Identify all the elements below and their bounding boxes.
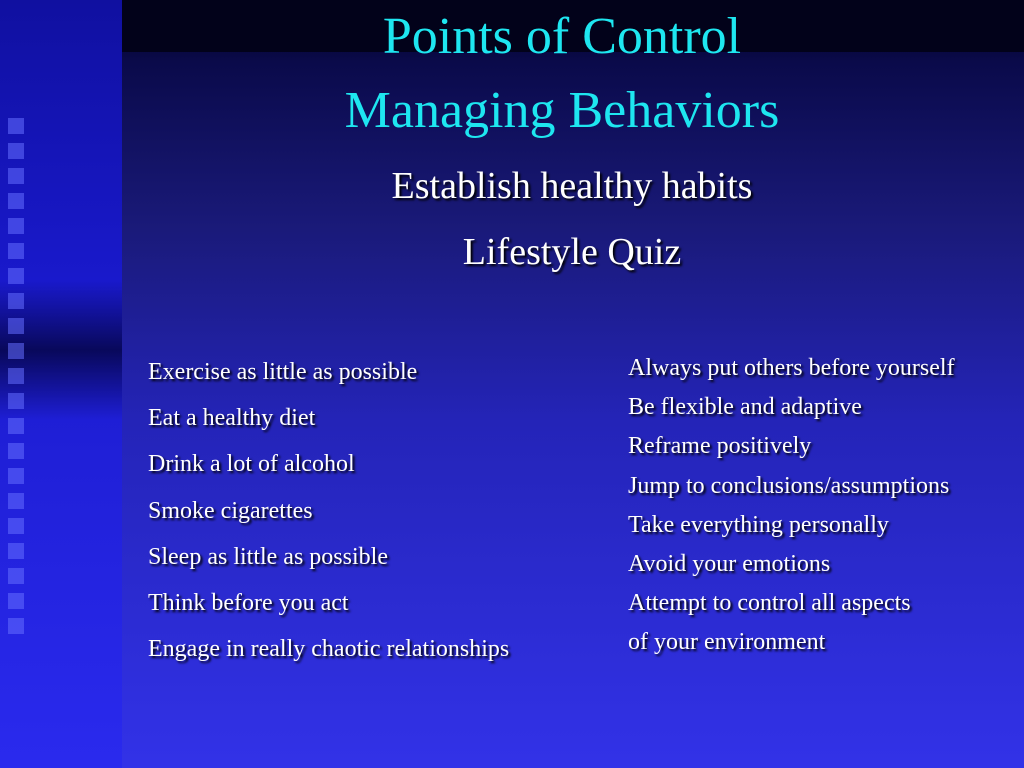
list-item: of your environment bbox=[628, 629, 826, 656]
subtitle-quiz: Lifestyle Quiz bbox=[462, 231, 682, 273]
decorative-square bbox=[8, 393, 24, 409]
decorative-square bbox=[8, 443, 24, 459]
decorative-square bbox=[8, 168, 24, 184]
decorative-square bbox=[8, 118, 24, 134]
list-item: Engage in really chaotic relationships bbox=[148, 636, 510, 663]
list-item: Be flexible and adaptive bbox=[628, 394, 862, 421]
list-item: Think before you act bbox=[148, 589, 349, 616]
title-line-1: Points of Control bbox=[382, 8, 742, 65]
decorative-square bbox=[8, 143, 24, 159]
decorative-square bbox=[8, 543, 24, 559]
decorative-square bbox=[8, 318, 24, 334]
title-line-2: Managing Behaviors bbox=[344, 82, 780, 139]
decorative-square bbox=[8, 418, 24, 434]
list-item: Drink a lot of alcohol bbox=[148, 451, 355, 478]
decorative-square bbox=[8, 193, 24, 209]
list-item: Attempt to control all aspects bbox=[628, 590, 911, 617]
decorative-square bbox=[8, 293, 24, 309]
decorative-square bbox=[8, 268, 24, 284]
list-item: Take everything personally bbox=[628, 511, 889, 538]
decorative-square bbox=[8, 218, 24, 234]
decorative-square bbox=[8, 243, 24, 259]
decorative-square bbox=[8, 618, 24, 634]
subtitle-habits: Establish healthy habits bbox=[391, 165, 753, 207]
decorative-square bbox=[8, 493, 24, 509]
decorative-square bbox=[8, 468, 24, 484]
list-item: Eat a healthy diet bbox=[148, 405, 316, 432]
decorative-square bbox=[8, 368, 24, 384]
decorative-square bbox=[8, 593, 24, 609]
list-item: Avoid your emotions bbox=[628, 550, 831, 577]
decorative-square bbox=[8, 568, 24, 584]
decorative-squares bbox=[8, 118, 28, 643]
list-item: Smoke cigarettes bbox=[148, 497, 313, 524]
decorative-square bbox=[8, 343, 24, 359]
list-item: Always put others before yourself bbox=[628, 355, 955, 381]
decorative-square bbox=[8, 518, 24, 534]
left-habit-list bbox=[148, 356, 509, 679]
slide-title bbox=[122, 0, 1002, 148]
list-item: Sleep as little as possible bbox=[148, 543, 388, 570]
right-habit-list bbox=[628, 352, 955, 666]
list-item: Jump to conclusions/assumptions bbox=[628, 472, 950, 499]
list-item: Reframe positively bbox=[628, 433, 812, 460]
list-item: Exercise as little as possible bbox=[148, 359, 418, 385]
